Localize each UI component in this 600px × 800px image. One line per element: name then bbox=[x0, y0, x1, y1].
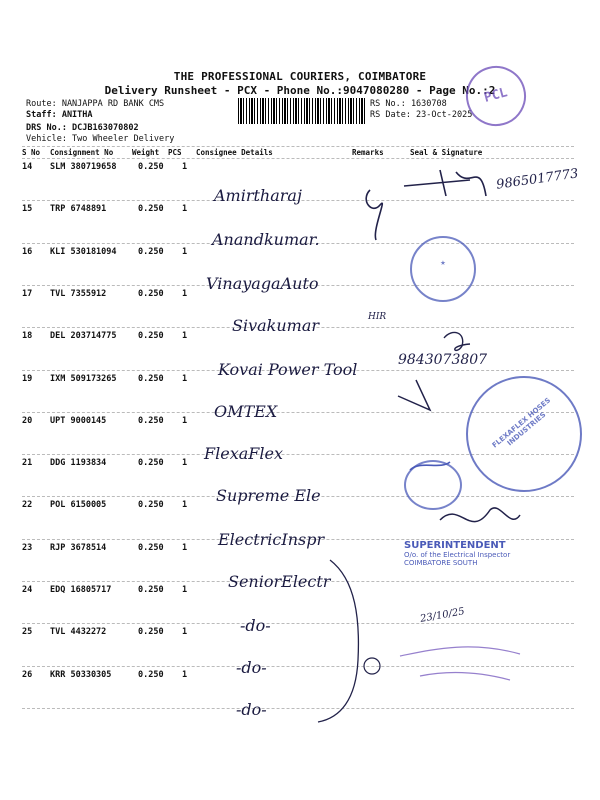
row-pcs: 1 bbox=[182, 627, 188, 638]
row-pcs: 1 bbox=[182, 542, 188, 553]
row-weight: 0.250 bbox=[138, 415, 164, 426]
flexaflex-stamp-text: FLEXAFLEX HOSES INDUSTRIES bbox=[490, 396, 553, 450]
row-weight: 0.250 bbox=[138, 458, 164, 469]
row-consignment: SLM 380719658 bbox=[50, 162, 117, 172]
row-sno: 17 bbox=[22, 288, 33, 299]
company-title: THE PROFESSIONAL COURIERS, COIMBATORE bbox=[173, 70, 427, 83]
row-pcs: 1 bbox=[182, 246, 188, 257]
row-sno: 26 bbox=[22, 669, 33, 680]
row-weight: 0.250 bbox=[138, 669, 164, 680]
stamp-city: COIMBATORE SOUTH bbox=[404, 559, 478, 567]
row-weight: 0.250 bbox=[138, 162, 164, 172]
row-pcs: 1 bbox=[182, 373, 188, 384]
row-consignment: TVL 4432272 bbox=[50, 627, 107, 638]
row-weight: 0.250 bbox=[138, 204, 164, 215]
col-remarks: Remarks bbox=[352, 148, 384, 157]
row-sno: 18 bbox=[22, 331, 33, 342]
round-seal-stamp: ★ bbox=[410, 236, 476, 302]
col-sno: S No bbox=[22, 148, 41, 157]
row-consignment: RJP 3678514 bbox=[50, 542, 107, 553]
row-consignee-handwritten: -do- bbox=[236, 700, 267, 719]
row-consignee-handwritten: SeniorElectr bbox=[228, 572, 331, 591]
row-consignment: DEL 203714775 bbox=[50, 331, 117, 342]
col-pcs: PCS bbox=[168, 148, 182, 157]
route-line: Route: NANJAPPA RD BANK CMS bbox=[26, 99, 165, 109]
row-consignment: TRP 6748891 bbox=[50, 204, 107, 215]
row-pcs: 1 bbox=[182, 288, 188, 299]
col-consignment: Consignment No bbox=[50, 148, 114, 157]
row-weight: 0.250 bbox=[138, 331, 164, 342]
row-weight: 0.250 bbox=[138, 627, 164, 638]
row-consignee-handwritten: Kovai Power Tool bbox=[218, 360, 358, 379]
row-pcs: 1 bbox=[182, 458, 188, 469]
row-pcs: 1 bbox=[182, 204, 188, 215]
row-consignee-handwritten: Amirtharaj bbox=[214, 186, 302, 205]
row-weight: 0.250 bbox=[138, 585, 164, 595]
row-consignee-handwritten: Supreme Ele bbox=[216, 486, 321, 505]
row-consignment: POL 6150005 bbox=[50, 500, 107, 511]
row-pcs: 1 bbox=[182, 415, 188, 426]
row-consignee-handwritten: ElectricInspr bbox=[218, 530, 325, 549]
row-sno: 15 bbox=[22, 204, 33, 215]
row-sno: 23 bbox=[22, 542, 33, 553]
row-consignment: DDG 1193834 bbox=[50, 458, 107, 469]
stamp-office: O/o. of the Electrical Inspector bbox=[404, 551, 511, 559]
row-consignee-handwritten: VinayagaAuto bbox=[206, 274, 319, 293]
row-sno: 20 bbox=[22, 415, 33, 426]
row-consignment: EDQ 16805717 bbox=[50, 585, 112, 595]
row-sno: 25 bbox=[22, 627, 33, 638]
row-weight: 0.250 bbox=[138, 246, 164, 257]
handwritten-phone-row18: 9843073807 bbox=[398, 352, 488, 368]
row-sno: 24 bbox=[22, 585, 33, 595]
row-sno: 16 bbox=[22, 246, 33, 257]
vehicle-line: Vehicle: Two Wheeler Delivery bbox=[26, 134, 175, 144]
row-consignee-handwritten: Anandkumar. bbox=[212, 230, 320, 249]
row-weight: 0.250 bbox=[138, 373, 164, 384]
col-weight: Weight bbox=[132, 148, 160, 157]
row-consignment: KRR 50330305 bbox=[50, 669, 112, 680]
row-consignment: UPT 9000145 bbox=[50, 415, 107, 426]
runsheet-subtitle: Delivery Runsheet - PCX - Phone No.:9047080280 - Page No.:2 bbox=[104, 84, 496, 97]
row-consignee-handwritten: -do- bbox=[240, 616, 271, 635]
row-consignment: TVL 7355912 bbox=[50, 288, 107, 299]
row-consignment: KLI 530181094 bbox=[50, 246, 117, 257]
row-weight: 0.250 bbox=[138, 542, 164, 553]
drs-line: DRS No.: DCJB163070802 bbox=[26, 123, 139, 133]
row-weight: 0.250 bbox=[138, 500, 164, 511]
row-pcs: 1 bbox=[182, 669, 188, 680]
rs-date: RS Date: 23-Oct-2025 bbox=[370, 110, 473, 120]
row-consignee-handwritten: Sivakumar bbox=[232, 316, 320, 335]
row-consignee-handwritten: FlexaFlex bbox=[204, 444, 283, 463]
row-pcs: 1 bbox=[182, 585, 188, 595]
rs-no: RS No.: 1630708 bbox=[370, 99, 447, 109]
row-sno: 22 bbox=[22, 500, 33, 511]
pcl-stamp-label: PCL bbox=[482, 85, 510, 106]
staff-line: Staff: ANITHA bbox=[26, 110, 93, 120]
handwritten-phone-sig: 9865017773 bbox=[495, 166, 580, 193]
handwritten-remark-hir: HIR bbox=[368, 312, 387, 322]
row-sno: 21 bbox=[22, 458, 33, 469]
col-seal-signature: Seal & Signature bbox=[410, 148, 483, 157]
stamp-superintendent-title: SUPERINTENDENT bbox=[404, 540, 506, 551]
row-consignment: IXM 509173265 bbox=[50, 373, 117, 384]
row-pcs: 1 bbox=[182, 500, 188, 511]
col-consignee: Consignee Details bbox=[196, 148, 273, 157]
row-pcs: 1 bbox=[182, 331, 188, 342]
row-sno: 14 bbox=[22, 162, 33, 172]
row-weight: 0.250 bbox=[138, 288, 164, 299]
row-pcs: 1 bbox=[182, 162, 188, 172]
row-consignee-handwritten: -do- bbox=[236, 658, 267, 677]
row-consignee-handwritten: OMTEX bbox=[214, 402, 278, 421]
handwritten-date: 23/10/25 bbox=[419, 606, 466, 625]
row-sno: 19 bbox=[22, 373, 33, 384]
